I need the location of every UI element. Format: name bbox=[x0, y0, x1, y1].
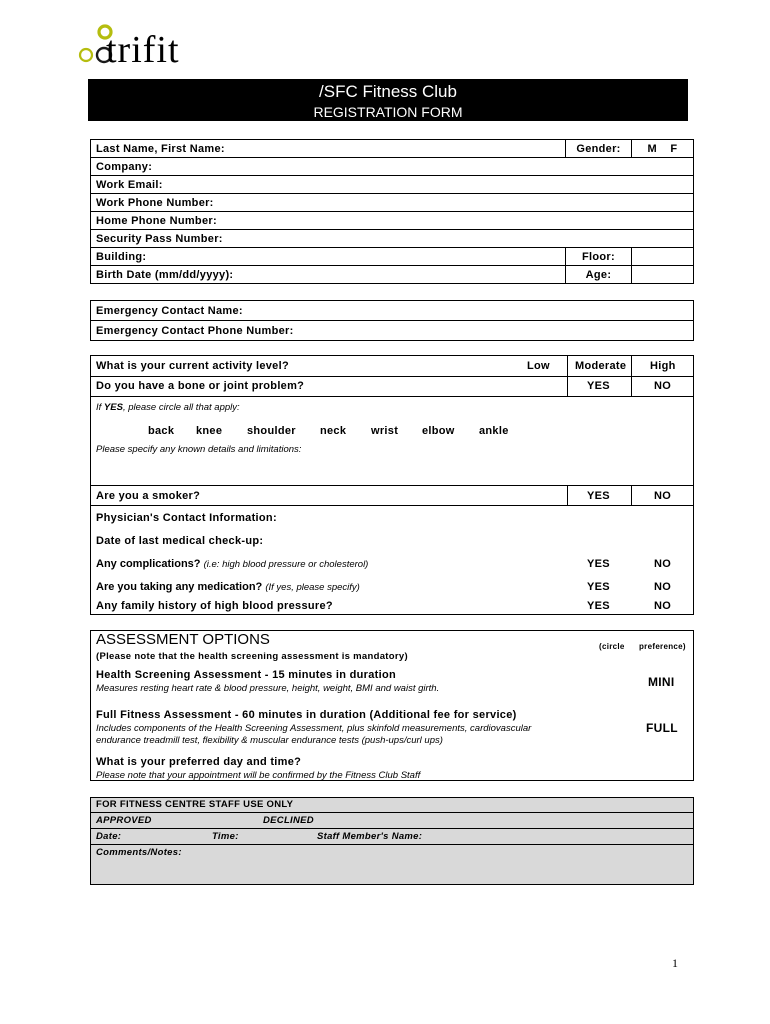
bone-yes[interactable]: YES bbox=[587, 380, 610, 392]
age-label: Age: bbox=[566, 266, 632, 284]
activity-moderate[interactable]: Moderate bbox=[575, 360, 627, 372]
page-number: 1 bbox=[672, 956, 678, 970]
smoker-no[interactable]: NO bbox=[654, 490, 672, 502]
preference-hint: preference) bbox=[639, 642, 686, 651]
form-header bbox=[88, 79, 688, 121]
activity-high[interactable]: High bbox=[650, 360, 676, 372]
complications-yes[interactable]: YES bbox=[587, 558, 610, 570]
medication-question: Are you taking any medication? (If yes, please specify) bbox=[96, 581, 360, 593]
joint-knee[interactable]: knee bbox=[196, 425, 223, 437]
name-field[interactable]: Last Name, First Name: bbox=[91, 140, 566, 158]
form-title: REGISTRATION FORM bbox=[313, 104, 463, 120]
gender-label: Gender: bbox=[566, 140, 632, 158]
health-screening-title: Health Screening Assessment - 15 minutes in duration bbox=[96, 669, 397, 681]
floor-input[interactable] bbox=[632, 248, 694, 266]
health-section bbox=[90, 355, 694, 615]
complications-question: Any complications? (i.e: high blood pressure or cholesterol) bbox=[96, 558, 369, 570]
joint-shoulder[interactable]: shoulder bbox=[247, 425, 296, 437]
logo-text: trifit bbox=[106, 29, 180, 71]
staff-time-field[interactable]: Time: bbox=[212, 831, 239, 842]
assessment-note: (Please note that the health screening assessment is mandatory) bbox=[96, 651, 408, 662]
bone-no[interactable]: NO bbox=[654, 380, 672, 392]
smoker-yes[interactable]: YES bbox=[587, 490, 610, 502]
comments-field[interactable]: Comments/Notes: bbox=[96, 847, 182, 858]
full-fitness-desc-2: endurance treadmill test, flexibility & muscular endurance tests (push-ups/curl ups) bbox=[96, 735, 443, 746]
staff-date-field[interactable]: Date: bbox=[96, 831, 122, 842]
joint-ankle[interactable]: ankle bbox=[479, 425, 509, 437]
full-fitness-title: Full Fitness Assessment - 60 minutes in duration (Additional fee for service) bbox=[96, 709, 517, 721]
personal-info-table bbox=[90, 139, 694, 284]
medication-no[interactable]: NO bbox=[654, 581, 672, 593]
gender-options[interactable]: M F bbox=[632, 140, 694, 158]
age-input[interactable] bbox=[632, 266, 694, 284]
physician-field[interactable]: Physician's Contact Information: bbox=[96, 512, 277, 524]
medication-yes[interactable]: YES bbox=[587, 581, 610, 593]
bone-question: Do you have a bone or joint problem? bbox=[96, 380, 305, 392]
activity-question: What is your current activity level? bbox=[96, 360, 289, 372]
joint-back[interactable]: back bbox=[148, 425, 175, 437]
full-option[interactable]: FULL bbox=[646, 721, 678, 735]
floor-label: Floor: bbox=[566, 248, 632, 266]
complications-no[interactable]: NO bbox=[654, 558, 672, 570]
work-phone-field[interactable]: Work Phone Number: bbox=[91, 194, 694, 212]
appointment-note: Please note that your appointment will be confirmed by the Fitness Club Staff bbox=[96, 770, 421, 781]
health-screening-desc: Measures resting heart rate & blood pressure, height, weight, BMI and waist girth. bbox=[96, 683, 440, 694]
full-fitness-desc-1: Includes components of the Health Screening Assessment, plus skinfold measurements, cardiovascular bbox=[96, 723, 532, 734]
building-field[interactable]: Building: bbox=[91, 248, 566, 266]
assessment-section bbox=[90, 630, 694, 781]
staff-use-section bbox=[90, 797, 694, 885]
joint-neck[interactable]: neck bbox=[320, 425, 347, 437]
emergency-phone-field[interactable]: Emergency Contact Phone Number: bbox=[91, 321, 694, 341]
family-history-question: Any family history of high blood pressure? bbox=[96, 600, 333, 612]
home-phone-field[interactable]: Home Phone Number: bbox=[91, 212, 694, 230]
circle-instruction: If YES, please circle all that apply: bbox=[96, 402, 240, 413]
approved-option[interactable]: APPROVED bbox=[96, 815, 152, 826]
preferred-day-question[interactable]: What is your preferred day and time? bbox=[96, 756, 302, 768]
staff-member-field[interactable]: Staff Member's Name: bbox=[317, 831, 423, 842]
circle-hint: (circle bbox=[599, 642, 625, 651]
family-no[interactable]: NO bbox=[654, 600, 672, 612]
club-title: /SFC Fitness Club bbox=[319, 82, 457, 101]
specify-instruction: Please specify any known details and limitations: bbox=[96, 444, 302, 455]
birth-date-field[interactable]: Birth Date (mm/dd/yyyy): bbox=[91, 266, 566, 284]
joint-elbow[interactable]: elbow bbox=[422, 425, 455, 437]
family-yes[interactable]: YES bbox=[587, 600, 610, 612]
assessment-title: ASSESSMENT OPTIONS bbox=[96, 631, 270, 648]
smoker-question: Are you a smoker? bbox=[96, 490, 201, 502]
mini-option[interactable]: MINI bbox=[648, 675, 675, 689]
joint-wrist[interactable]: wrist bbox=[371, 425, 399, 437]
work-email-field[interactable]: Work Email: bbox=[91, 176, 694, 194]
security-pass-field[interactable]: Security Pass Number: bbox=[91, 230, 694, 248]
checkup-field[interactable]: Date of last medical check-up: bbox=[96, 535, 264, 547]
declined-option[interactable]: DECLINED bbox=[263, 815, 314, 826]
staff-title: FOR FITNESS CENTRE STAFF USE ONLY bbox=[96, 799, 294, 810]
emergency-name-field[interactable]: Emergency Contact Name: bbox=[91, 301, 694, 321]
activity-low[interactable]: Low bbox=[527, 360, 550, 372]
emergency-table bbox=[90, 300, 694, 341]
company-field[interactable]: Company: bbox=[91, 158, 694, 176]
